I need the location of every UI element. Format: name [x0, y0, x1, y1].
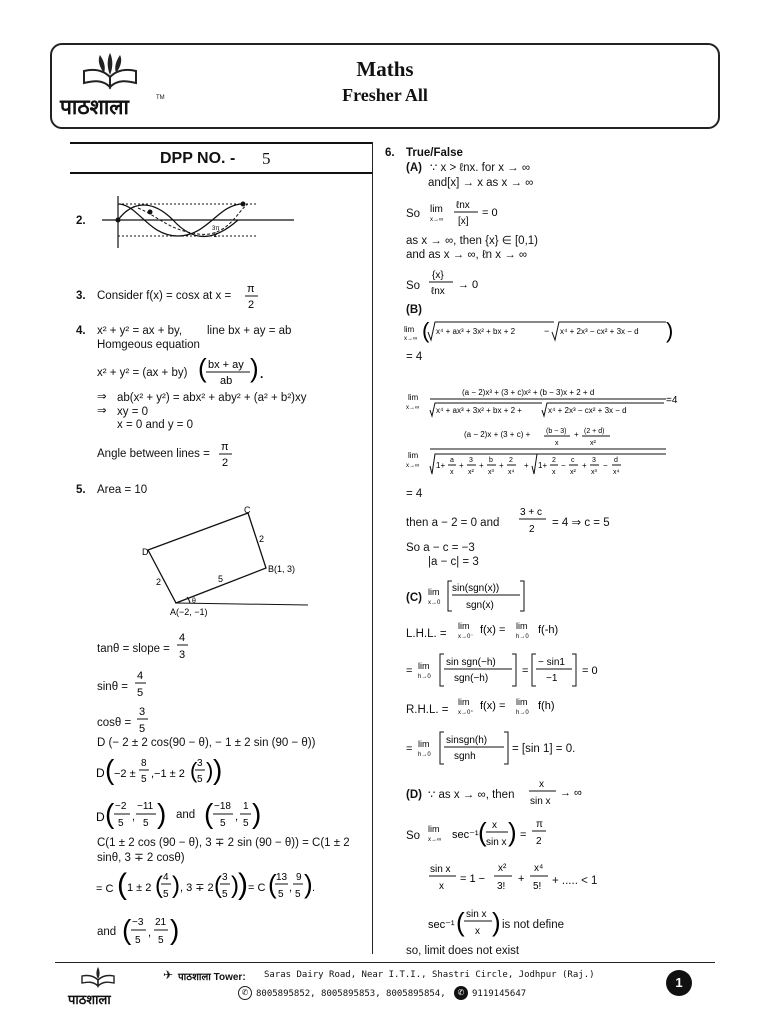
svg-text:c: c [571, 457, 575, 464]
svg-text:=: = [520, 829, 527, 841]
part-b-label: (B) [406, 304, 422, 316]
fraction-frac-x-over-ln-x [428, 266, 488, 300]
svg-text:): ) [238, 868, 248, 901]
svg-text:b: b [489, 457, 493, 464]
tan-line: tanθ = slope = [97, 643, 170, 655]
svg-text:4: 4 [179, 632, 186, 644]
svg-text:−3: −3 [132, 917, 144, 928]
abs-a-minus-c: |a − c| = 3 [428, 556, 479, 568]
svg-text:2: 2 [536, 836, 542, 847]
result-equals-0: = 0 [582, 665, 598, 677]
svg-text:8: 8 [141, 758, 147, 769]
svg-text:(: ( [198, 354, 207, 383]
svg-text:): ) [250, 354, 259, 383]
svg-text:(: ( [117, 868, 127, 901]
limit-sin-sgn-over-sgn [428, 578, 528, 614]
svg-text:(: ( [478, 817, 487, 847]
whatsapp-icon: ✆ [454, 986, 468, 1000]
svg-text:sec⁻¹: sec⁻¹ [428, 919, 455, 931]
svg-text:(: ( [105, 754, 115, 785]
svg-text:,−1 ± 2: ,−1 ± 2 [151, 768, 185, 780]
svg-text:→ 0: → 0 [458, 279, 479, 291]
svg-text:x⁴ + ax³ + 3x² + bx + 2: x⁴ + ax³ + 3x² + bx + 2 [436, 327, 516, 336]
svg-text:x: x [539, 779, 544, 790]
question-6-number: 6. [385, 147, 395, 159]
svg-text:ab: ab [220, 375, 233, 387]
svg-text:x⁴ + 2x³ − cx² + 3x − d: x⁴ + 2x³ − cx² + 3x − d [548, 406, 627, 415]
svg-text:): ) [304, 869, 313, 899]
open-book-logo-icon [80, 966, 116, 988]
svg-text:(: ( [204, 798, 214, 829]
footer-tower-label: पाठशाला Tower: [178, 972, 246, 983]
svg-text:): ) [206, 758, 214, 783]
svg-text:h→0: h→0 [418, 674, 431, 680]
svg-text:lim: lim [408, 451, 419, 460]
brand-logo-text: पाठशाला [60, 95, 129, 119]
page-subtitle: Fresher All [342, 85, 428, 105]
limit-expression-b [404, 318, 676, 348]
svg-text:3 + c: 3 + c [520, 507, 542, 518]
trademark: TM [156, 95, 165, 101]
svg-text:−18: −18 [214, 801, 231, 812]
svg-text:a: a [450, 457, 454, 464]
svg-text:−: − [561, 461, 566, 470]
svg-text:= 1 −: = 1 − [460, 873, 486, 885]
svg-text:3: 3 [222, 872, 228, 883]
svg-text:=4: =4 [666, 395, 678, 406]
svg-text:x→∞: x→∞ [406, 463, 420, 469]
svg-text:lim: lim [428, 824, 440, 834]
svg-text:x³: x³ [488, 469, 494, 476]
q4-line2: Homgeous equation [97, 339, 200, 351]
fraction-pi-over-2 [218, 440, 234, 470]
lhl-evaluation [404, 650, 614, 690]
divided-limit [404, 424, 676, 486]
part-a-label: (A) [406, 162, 422, 174]
svg-text:5: 5 [139, 723, 146, 735]
sec-inverse-sinx-over-x [428, 904, 504, 944]
sin-line: sinθ = [97, 681, 129, 693]
svg-text:x²: x² [570, 469, 576, 476]
svg-text:3: 3 [179, 649, 186, 661]
footer-brand: पाठशाला [68, 993, 111, 1008]
vertex-b-label: B(1, 3) [268, 564, 296, 574]
svg-text:D: D [96, 810, 105, 824]
svg-text:h→0: h→0 [516, 634, 529, 640]
svg-text:x⁴: x⁴ [613, 469, 620, 476]
svg-text:5!: 5! [533, 881, 542, 892]
part-a-so: So [406, 208, 421, 220]
implies-icon: ⇒ [97, 391, 107, 403]
svg-text:x→∞: x→∞ [406, 405, 420, 411]
svg-text:+: + [582, 461, 587, 470]
svg-text:x→∞: x→∞ [404, 336, 418, 342]
svg-text:x: x [475, 926, 480, 937]
then-line: then a − 2 = 0 and [406, 517, 500, 529]
svg-text:−1: −1 [546, 673, 558, 684]
angle-theta-label: θ [192, 598, 196, 605]
and-text: and [176, 809, 196, 821]
and-text: and [97, 926, 117, 938]
implies-icon: ⇒ [97, 405, 107, 417]
q4-line1: x² + y² = ax + by, [97, 325, 183, 337]
svg-text:, 3 ∓ 2: , 3 ∓ 2 [180, 882, 214, 894]
svg-text:(: ( [155, 872, 163, 899]
svg-text:x⁴: x⁴ [508, 469, 515, 476]
svg-text:=: = [406, 743, 413, 755]
svg-text:5: 5 [143, 818, 149, 829]
svg-text:sin(sgn(x)): sin(sgn(x)) [452, 583, 500, 594]
svg-text:x: x [450, 469, 454, 476]
svg-text:x: x [492, 820, 497, 831]
svg-text:1+: 1+ [538, 461, 548, 470]
svg-text:lim: lim [408, 393, 419, 402]
svg-text:5: 5 [137, 687, 144, 699]
svg-text:3: 3 [197, 758, 203, 769]
svg-text:x⁴ + 2x³ − cx² + 3x − d: x⁴ + 2x³ − cx² + 3x − d [560, 327, 639, 336]
svg-text:=: = [522, 665, 529, 677]
svg-text:f(x) =: f(x) = [480, 624, 506, 636]
page-header [50, 43, 720, 129]
svg-text:3π: 3π [212, 226, 220, 232]
question-5-text: Area = 10 [97, 484, 148, 496]
svg-text:lim: lim [430, 204, 443, 215]
svg-text:h→0: h→0 [516, 710, 529, 716]
fraction-pi-over-2 [244, 282, 260, 312]
svg-text:): ) [170, 914, 180, 945]
point-d-expression-1 [96, 752, 226, 792]
svg-text:): ) [492, 907, 501, 937]
footer-phones: 8005895852, 8005895853, 8005895854, [256, 989, 446, 999]
svg-text:+: + [479, 461, 484, 470]
q4-line5: xy = 0 [117, 406, 149, 418]
svg-text:x⁴ + ax³ + 3x² + bx + 2 +: x⁴ + ax³ + 3x² + bx + 2 + [436, 406, 522, 415]
q4-line7: Angle between lines = [97, 448, 210, 460]
svg-text:−: − [544, 326, 550, 336]
limit-sec-inverse [428, 814, 588, 854]
dpp-number: 5 [262, 149, 271, 168]
svg-text:(2 + d): (2 + d) [584, 428, 605, 435]
svg-text:sin sgn(−h): sin sgn(−h) [446, 657, 496, 668]
svg-text:4: 4 [163, 872, 169, 883]
part-d-text: ∵ as x → ∞, then [428, 789, 515, 801]
part-a-so-2: So [406, 280, 421, 292]
final-conclusion: so, limit does not exist [406, 945, 520, 957]
rhl-limit-expression [458, 694, 578, 722]
svg-text:sin x: sin x [486, 837, 507, 848]
svg-text:,: , [289, 882, 293, 894]
fraction-x-over-sinx [528, 776, 588, 808]
svg-text:lim: lim [418, 739, 430, 749]
fraction-bx-ay-over-ab [196, 354, 266, 390]
svg-text:5: 5 [158, 935, 164, 946]
svg-text:1: 1 [243, 801, 249, 812]
svg-text:→ ∞: → ∞ [560, 787, 582, 799]
side-label: 2 [156, 577, 162, 587]
svg-text:9: 9 [296, 872, 302, 883]
svg-text:+: + [459, 461, 464, 470]
svg-text:lim: lim [428, 587, 440, 597]
svg-text:{x}: {x} [432, 270, 444, 281]
svg-text:): ) [213, 754, 223, 785]
svg-text:,: , [132, 811, 136, 823]
svg-text:f(-h): f(-h) [538, 624, 559, 636]
svg-text:): ) [157, 798, 167, 829]
svg-text:5: 5 [278, 889, 284, 900]
part-a-line5: and as x → ∞, ℓn x → ∞ [406, 249, 528, 261]
rhl-evaluation [404, 728, 514, 768]
location-pin-icon: ✈ [163, 968, 174, 982]
svg-text:4: 4 [137, 670, 144, 682]
svg-text:(: ( [190, 758, 198, 783]
point-c-formula-cont: sinθ, 3 ∓ 2 cosθ) [97, 852, 185, 864]
svg-text:ℓnx: ℓnx [431, 286, 445, 297]
svg-text:lim: lim [458, 697, 470, 707]
svg-text:(: ( [268, 869, 277, 899]
svg-text:(a − 2)x + (3 + c) +: (a − 2)x + (3 + c) + [464, 430, 531, 439]
vertex-c-label: C [244, 505, 251, 515]
svg-text:f(x) =: f(x) = [480, 700, 506, 712]
svg-text:5: 5 [220, 818, 226, 829]
svg-text:π: π [536, 819, 543, 830]
rectangle-figure [138, 505, 310, 620]
svg-text:2: 2 [222, 457, 229, 469]
result-equals-4: = 4 [406, 351, 423, 363]
point-c-formula: C(1 ± 2 cos (90 − θ), 3 ∓ 2 sin (90 − θ)) = C(1 ± 2 [97, 837, 350, 849]
q4-line6: x = 0 and y = 0 [117, 419, 194, 431]
svg-text:x: x [439, 881, 444, 892]
svg-text:sgnh: sgnh [454, 751, 476, 762]
point-c-expression [96, 866, 316, 908]
part-d-label: (D) [406, 789, 422, 801]
svg-text:−: − [603, 461, 608, 470]
svg-text:(: ( [456, 907, 465, 937]
part-a-line2: and[x] → x as x → ∞ [428, 177, 534, 189]
dpp-label: DPP NO. - [160, 150, 236, 167]
svg-text:lim: lim [516, 697, 528, 707]
svg-text:2: 2 [248, 299, 255, 311]
svg-text:(: ( [105, 798, 115, 829]
svg-text:3: 3 [469, 457, 473, 464]
svg-text:,: , [148, 927, 152, 939]
wave-graph-figure [98, 190, 298, 252]
footer-rule [55, 962, 715, 963]
svg-text:sgn(x): sgn(x) [466, 600, 494, 611]
svg-text:lim: lim [516, 621, 528, 631]
rhl-label: R.H.L. = [406, 704, 449, 716]
point-expression-final [122, 912, 192, 952]
column-divider [372, 142, 373, 954]
svg-text:3: 3 [139, 706, 146, 718]
vertex-d-label: D [142, 547, 149, 557]
svg-text:ℓnx: ℓnx [456, 200, 470, 211]
svg-text:−2: −2 [115, 801, 127, 812]
svg-text:x: x [552, 469, 556, 476]
part-a-line1: ∵ x > ℓnx. for x → ∞ [430, 162, 531, 174]
svg-text:=: = [406, 665, 413, 677]
svg-text:(: ( [422, 318, 430, 343]
svg-text:x→∞: x→∞ [428, 837, 442, 843]
result-equals-4: = 4 [406, 488, 423, 500]
svg-text:x²: x² [498, 863, 507, 874]
svg-text:.: . [260, 367, 264, 381]
rhl-result: = [sin 1] = 0. [512, 743, 576, 755]
svg-text:sin x: sin x [530, 796, 551, 807]
fraction-3-plus-c-over-2 [518, 504, 550, 536]
question-6-title: True/False [406, 147, 463, 159]
svg-text:−11: −11 [137, 801, 154, 812]
phone-icon: ✆ [238, 986, 252, 1000]
svg-text:sec⁻¹: sec⁻¹ [452, 829, 479, 841]
question-5-number: 5. [76, 484, 86, 496]
svg-text:x: x [555, 440, 559, 447]
svg-text:π: π [247, 283, 255, 295]
svg-text:+: + [574, 430, 579, 439]
svg-text:= C: = C [248, 882, 266, 894]
svg-text:2: 2 [214, 233, 218, 239]
part-c-label: (C) [406, 592, 422, 604]
svg-text:sgn(−h): sgn(−h) [454, 673, 489, 684]
svg-text:x⁴: x⁴ [534, 863, 544, 874]
svg-text:x→0⁺: x→0⁺ [458, 710, 474, 716]
svg-text:sin x: sin x [430, 864, 451, 875]
svg-text:x³: x³ [591, 469, 597, 476]
svg-text:(b − 3): (b − 3) [546, 428, 567, 435]
dpp-rule-top [70, 142, 372, 144]
svg-text:d: d [614, 457, 618, 464]
svg-text:− sin1: − sin1 [538, 657, 565, 668]
part-a-line4: as x → ∞, then {x} ∈ [0,1) [406, 235, 538, 247]
svg-text:5: 5 [118, 818, 124, 829]
question-3-number: 3. [76, 290, 86, 302]
svg-text:5: 5 [295, 889, 301, 900]
svg-text:−2 ±: −2 ± [114, 768, 136, 780]
svg-text:x²: x² [468, 469, 474, 476]
svg-text:5: 5 [135, 935, 141, 946]
svg-text:f(h): f(h) [538, 700, 555, 712]
svg-text:D: D [96, 766, 105, 780]
side-label: 2 [259, 534, 265, 544]
footer-address: Saras Dairy Road, Near I.T.I., Shastri Circle, Jodhpur (Raj.) [264, 970, 595, 980]
svg-text:x→∞: x→∞ [430, 217, 444, 223]
svg-text:13: 13 [276, 872, 288, 883]
limit-ln-x-over-floor-x [430, 196, 510, 230]
svg-text:): ) [252, 798, 262, 829]
svg-text:lim: lim [458, 621, 470, 631]
svg-text:1+: 1+ [436, 461, 446, 470]
svg-text:sin x: sin x [466, 909, 487, 920]
svg-text:sinsgn(h): sinsgn(h) [446, 735, 488, 746]
page-number-badge: 1 [666, 970, 692, 996]
svg-text:): ) [231, 872, 239, 899]
svg-text:x→0: x→0 [428, 600, 441, 606]
svg-text:5: 5 [243, 818, 249, 829]
svg-text:2: 2 [509, 457, 513, 464]
question-4-number: 4. [76, 325, 86, 337]
svg-text:= 0: = 0 [482, 207, 498, 219]
svg-text:lim: lim [404, 325, 415, 334]
rationalized-limit [404, 384, 680, 420]
svg-text:π: π [221, 441, 229, 453]
svg-text:(a − 2)x³ + (3 + c)x² + (b − 3: (a − 2)x³ + (3 + c)x² + (b − 3)x + 2 + d [462, 388, 595, 397]
svg-text:.: . [312, 882, 316, 894]
svg-text:(: ( [214, 872, 222, 899]
svg-text:+: + [499, 461, 504, 470]
svg-text:): ) [508, 817, 517, 847]
svg-text:3!: 3! [497, 881, 506, 892]
svg-text:+: + [524, 461, 529, 470]
part-d-so: So [406, 830, 421, 842]
fraction-4-over-5 [134, 668, 148, 700]
svg-text:): ) [666, 318, 674, 343]
vertex-a-label: A(−2, −1) [170, 607, 208, 617]
svg-text:x→0⁻: x→0⁻ [458, 634, 474, 640]
question-2-number: 2. [76, 215, 86, 227]
so-a-minus-c: So a − c = −3 [406, 542, 475, 554]
svg-text:5: 5 [141, 774, 147, 785]
svg-text:21: 21 [155, 917, 167, 928]
svg-text:): ) [172, 872, 180, 899]
fraction-3-over-5 [136, 704, 150, 736]
not-define-text: is not define [502, 919, 565, 931]
lhl-limit-expression [458, 618, 578, 646]
lhl-label: L.H.L. = [406, 628, 447, 640]
point-d-formula: D (− 2 ± 2 cos(90 − θ), − 1 ± 2 sin (90 − θ)) [97, 737, 316, 749]
q4-line4: ab(x² + y²) = abx² + aby² + (a² + b²)xy [117, 392, 307, 404]
svg-text:,: , [235, 811, 239, 823]
svg-text:2: 2 [552, 457, 556, 464]
q4-line3: x² + y² = (ax + by) [97, 367, 188, 379]
svg-text:h→0: h→0 [418, 752, 431, 758]
svg-text:[x]: [x] [458, 216, 469, 227]
svg-text:= C: = C [96, 883, 114, 895]
svg-text:3: 3 [592, 457, 596, 464]
svg-text:5: 5 [197, 774, 203, 785]
svg-text:bx + ay: bx + ay [208, 359, 244, 371]
question-3-text: Consider f(x) = cosx at x = [97, 290, 232, 302]
page-title: Maths [356, 57, 414, 81]
svg-text:x²: x² [590, 440, 596, 447]
svg-text:5: 5 [222, 889, 228, 900]
side-label: 5 [218, 574, 224, 584]
footer-whatsapp: 9119145647 [472, 989, 527, 999]
svg-text:2: 2 [529, 524, 535, 535]
svg-text:5: 5 [163, 889, 169, 900]
svg-text:+: + [518, 873, 525, 885]
svg-text:1 ± 2: 1 ± 2 [127, 882, 152, 894]
series-tail: + ..... < 1 [552, 875, 598, 887]
q4-line1-b: line bx + ay = ab [207, 325, 292, 337]
cos-line: cosθ = [97, 717, 132, 729]
then-line-cont: = 4 ⇒ c = 5 [552, 517, 610, 529]
dpp-rule-bottom [70, 172, 372, 174]
svg-text:lim: lim [418, 661, 430, 671]
fraction-4-over-3 [176, 630, 190, 662]
svg-text:(: ( [122, 914, 132, 945]
